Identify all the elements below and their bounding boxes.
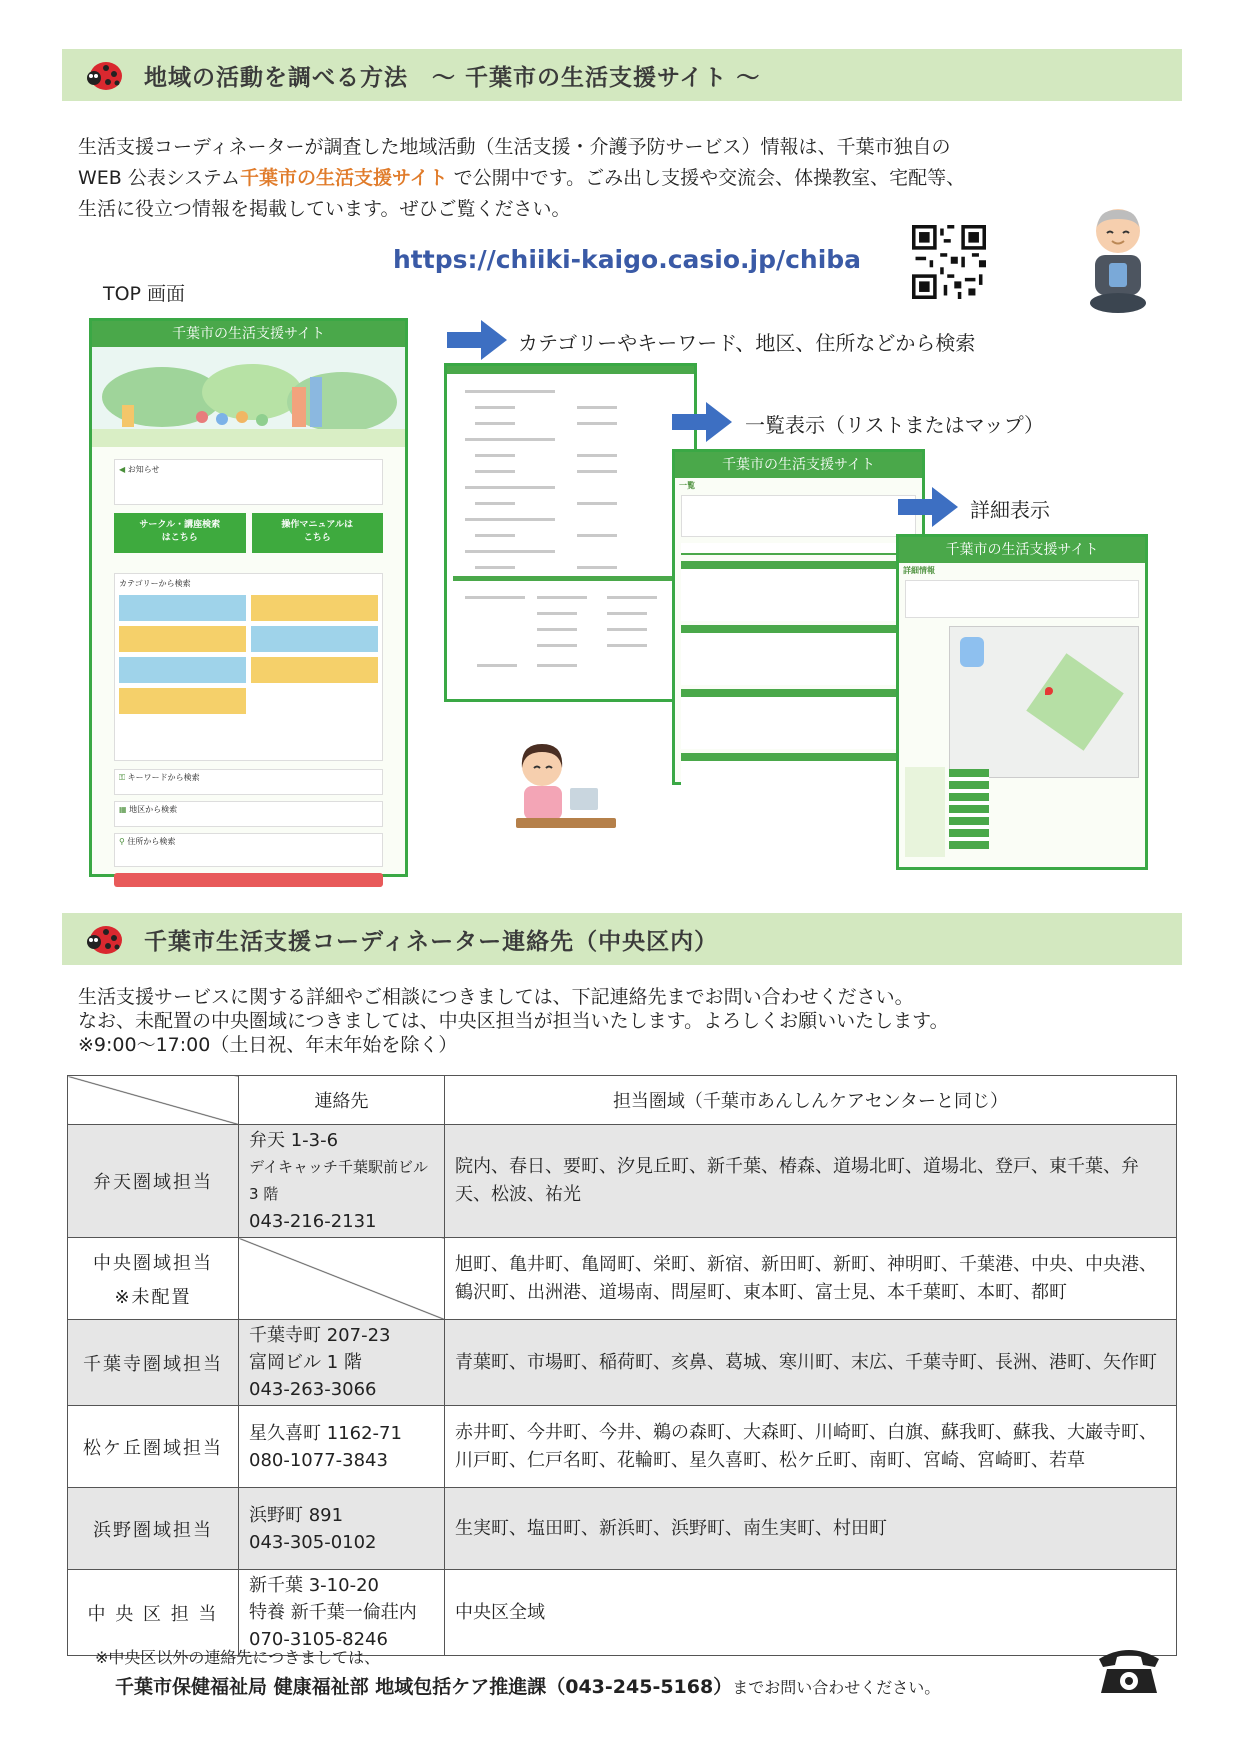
contact-building: 富岡ビル 1 階 [249, 1352, 362, 1373]
manual-button[interactable]: 操作マニュアルは こちら [252, 513, 384, 553]
area-cell: 中 央 区 担 当 [68, 1570, 239, 1656]
region-cell: 生実町、塩田町、新浜町、浜野町、南生実町、村田町 [445, 1488, 1177, 1570]
area-note: ※未配置 [114, 1286, 192, 1308]
district-search-box[interactable] [114, 801, 383, 827]
contact-phone: 070-3105-8246 [249, 1629, 388, 1650]
contact-cell [239, 1488, 445, 1570]
region-cell: 院内、春日、要町、汐見丘町、新千葉、椿森、道場北町、道場北、登戸、東千葉、弁天、松波、祐光 [445, 1125, 1177, 1238]
site-header: 千葉市の生活支援サイト [675, 452, 922, 478]
category-tile[interactable] [119, 657, 246, 683]
step-detail-label: 詳細表示 [970, 498, 1050, 522]
category-tile[interactable] [251, 657, 378, 683]
intro-text [78, 132, 965, 225]
search-submit-button[interactable] [114, 873, 383, 887]
area-name: 中央圏域担当 [93, 1252, 213, 1274]
contact-cell-empty [239, 1238, 445, 1320]
contact-cell [239, 1570, 445, 1656]
area-cell: 弁天圏域担当 [68, 1125, 239, 1238]
contact-building: デイキャッチ千葉駅前ビル 3 階 [249, 1158, 428, 1203]
telephone-icon [1095, 1645, 1163, 1697]
section-header-band [62, 913, 1182, 965]
table-row [68, 1570, 1177, 1656]
table-row [68, 1406, 1177, 1488]
section-title: 地域の活動を調べる方法 ～ 千葉市の生活支援サイト ～ [144, 65, 761, 91]
column-header-region: 担当圏域（千葉市あんしんケアセンターと同じ） [445, 1076, 1177, 1125]
top-page-screenshot [89, 318, 408, 877]
detail-page-screenshot [896, 534, 1148, 870]
keyword-search-label: キーワードから検索 [127, 773, 200, 782]
ladybug-icon [86, 56, 126, 92]
section-header-band [62, 49, 1182, 101]
list-item[interactable] [681, 561, 916, 621]
category-tile[interactable] [251, 626, 378, 652]
contact-phone: 043-305-0102 [249, 1531, 377, 1553]
keyword-search-box[interactable] [114, 769, 383, 795]
contact-cell [239, 1406, 445, 1488]
table-header-row [68, 1076, 1177, 1125]
region-cell: 旭町、亀井町、亀岡町、栄町、新宿、新田町、新町、神明町、千葉港、中央、中央港、鶴沢町、出洲港、道場南、問屋町、東本町、富士見、本千葉町、本町、都町 [445, 1238, 1177, 1320]
category-tile[interactable] [119, 626, 246, 652]
contact-address: 弁天 1-3-6 [249, 1130, 339, 1151]
footer-tail: までお問い合わせください。 [732, 1678, 941, 1697]
intro-text-segment: WEB 公表システム [78, 167, 240, 189]
region-cell: 赤井町、今井町、今井、鵜の森町、大森町、川崎町、白旗、蘇我町、蘇我、大巌寺町、川戸町、仁戸名町、花輪町、星久喜町、松ケ丘町、南町、宮崎、宮崎町、若草 [445, 1406, 1177, 1488]
contact-phone: 043-263-3066 [249, 1379, 377, 1400]
category-tile[interactable] [119, 595, 246, 621]
table-row [68, 1238, 1177, 1320]
site-url-link[interactable]: https://chiiki-kaigo.casio.jp/chiba [393, 245, 862, 274]
site-header: 千葉市の生活支援サイト [899, 537, 1145, 563]
address-search-label: 住所から検索 [127, 837, 176, 846]
town-illustration [92, 347, 405, 447]
search-conditions-box [681, 495, 916, 537]
intro-text-segment: で公開中です。ごみ出し支援や交流会、体操教室、宅配等、 [447, 167, 966, 189]
footer-department: 千葉市保健福祉局 健康福祉部 地域包括ケア推進課（043-245-5168） [115, 1676, 733, 1698]
district-search-label: 地区から検索 [129, 805, 178, 814]
area-cell: 松ケ丘圏域担当 [68, 1406, 239, 1488]
intro-line [78, 163, 965, 194]
list-heading: 一覧 [679, 481, 695, 490]
top-screen-label: TOP 画面 [103, 283, 186, 305]
ladybug-icon [86, 920, 126, 956]
site-name-highlight: 千葉市の生活支援サイト [239, 167, 448, 189]
list-item[interactable] [681, 753, 916, 801]
footer-contact [115, 1672, 940, 1699]
key-icon: ⚿ [119, 773, 126, 782]
contact-phone: 080-1077-3843 [249, 1449, 388, 1471]
category-search-panel [114, 573, 383, 761]
contact-address: 星久喜町 1162-71 [249, 1422, 402, 1444]
contact-table [67, 1075, 1177, 1656]
contact-address: 新千葉 3-10-20 [249, 1575, 379, 1596]
footer-note: ※中央区以外の連絡先につきましては、 [95, 1648, 381, 1667]
contact-building: 特養 新千葉一倫荘内 [249, 1602, 417, 1623]
table-row [68, 1320, 1177, 1406]
region-cell: 中央区全域 [445, 1570, 1177, 1656]
category-tile[interactable] [119, 688, 246, 714]
map-pin-icon[interactable] [1045, 687, 1053, 695]
intro-line: 生活に役立つ情報を掲載しています。ぜひご覧ください。 [78, 198, 571, 220]
pin-icon: ⚲ [119, 837, 125, 846]
map-icon: ▦ [119, 805, 127, 814]
list-item[interactable] [681, 689, 916, 749]
contact-cell [239, 1125, 445, 1238]
notice-label: お知らせ [127, 465, 160, 474]
elderly-man-illustration [1085, 205, 1151, 315]
contact-phone: 043-216-2131 [249, 1211, 377, 1232]
detail-heading: 詳細情報 [903, 566, 935, 575]
step-list-label: 一覧表示（リストまたはマップ） [745, 413, 1044, 437]
contact-cell [239, 1320, 445, 1406]
list-item[interactable] [681, 625, 916, 685]
section-title: 千葉市生活支援コーディネーター連絡先（中央区内） [144, 929, 719, 955]
map-view[interactable] [949, 626, 1139, 778]
woman-laptop-illustration [510, 738, 625, 836]
circle-search-button[interactable]: サークル・講座検索 はこちら [114, 513, 246, 553]
megaphone-icon: ◀ [119, 465, 126, 474]
result-tabs[interactable] [681, 543, 916, 555]
table-row [68, 1125, 1177, 1238]
detail-summary [905, 580, 1139, 618]
table-row [68, 1488, 1177, 1570]
intro-line: 生活支援コーディネーターが調査した地域活動（生活支援・介護予防サービス）情報は、千葉市独自の [78, 136, 951, 158]
contact-address: 浜野町 891 [249, 1504, 344, 1526]
region-cell: 青葉町、市場町、稲荷町、亥鼻、葛城、寒川町、末広、千葉寺町、長洲、港町、矢作町 [445, 1320, 1177, 1406]
contact-address: 千葉寺町 207-23 [249, 1325, 391, 1346]
search-page-screenshot [444, 363, 697, 702]
address-search-box[interactable] [114, 833, 383, 867]
area-cell: 千葉寺圏域担当 [68, 1320, 239, 1406]
category-search-label: カテゴリーから検索 [119, 579, 191, 588]
area-cell [68, 1238, 239, 1320]
site-header: 千葉市の生活支援サイト [92, 321, 405, 347]
contact-notes [78, 985, 949, 1057]
arrow-right-icon [447, 320, 507, 360]
list-page-screenshot [672, 449, 925, 785]
note-line: なお、未配置の中央圏域につきましては、中央区担当が担当いたします。よろしくお願いいたします。 [78, 1010, 949, 1032]
step-search-label: カテゴリーやキーワード、地区、住所などから検索 [518, 331, 976, 355]
column-header-contact: 連絡先 [239, 1076, 445, 1125]
arrow-right-icon [672, 402, 732, 442]
table-corner-cell [68, 1076, 239, 1125]
note-line: 生活支援サービスに関する詳細やご相談につきましては、下記連絡先までお問い合わせください。 [78, 986, 914, 1008]
note-line: ※9:00～17:00（土日祝、年末年始を除く） [78, 1034, 458, 1056]
notice-box [114, 459, 383, 505]
category-tile[interactable] [251, 595, 378, 621]
area-cell: 浜野圏域担当 [68, 1488, 239, 1570]
qr-code-icon [912, 225, 986, 299]
arrow-right-icon [898, 487, 958, 527]
